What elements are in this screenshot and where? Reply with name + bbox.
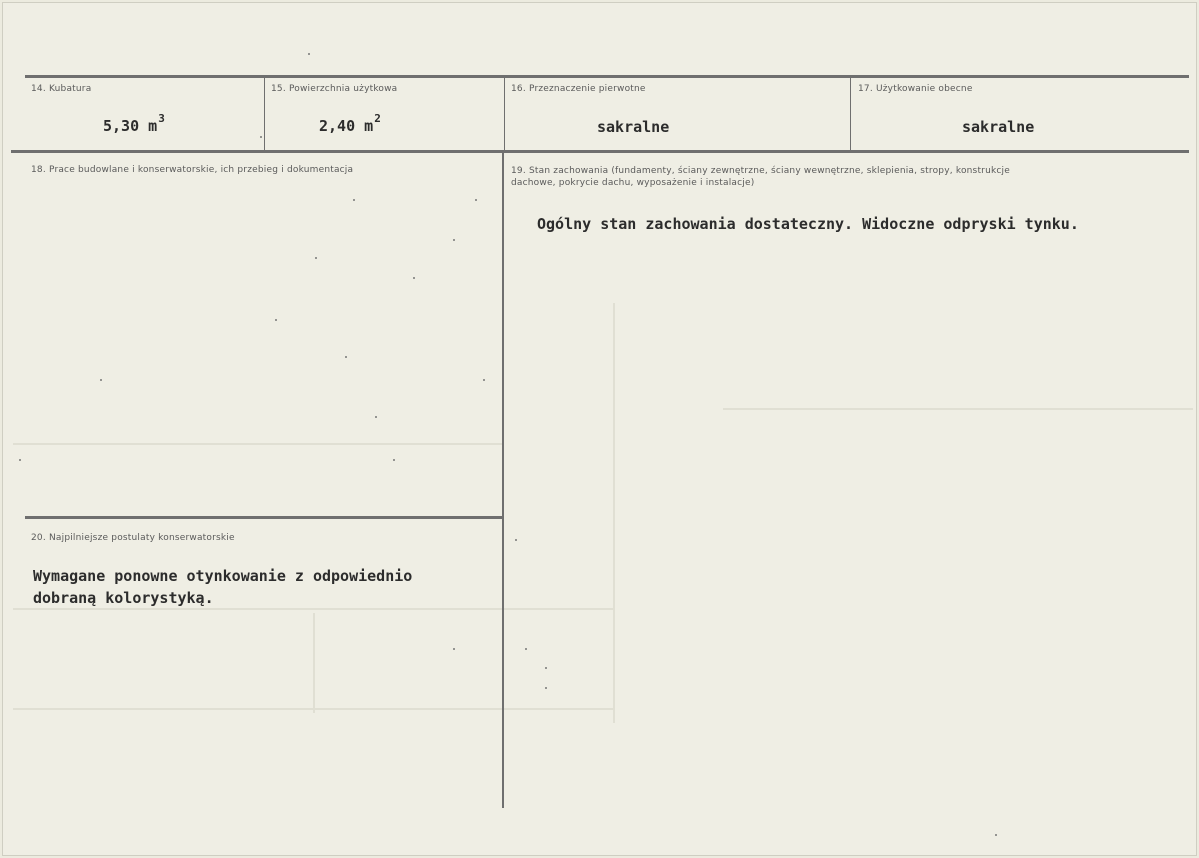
- field-15-number: 2,40 m: [319, 117, 374, 135]
- dust-speck: [345, 356, 347, 358]
- top-rule: [25, 75, 1189, 78]
- field-18-label: 18. Prace budowlane i konserwatorskie, ich przebieg i dokumentacja: [31, 165, 354, 175]
- divider-15-16: [504, 77, 505, 151]
- row1-bottom-rule: [11, 150, 1189, 153]
- bleed-through-area: [13, 443, 503, 445]
- dust-speck: [100, 379, 102, 381]
- field-19-label: 19. Stan zachowania (fundamenty, ściany zewnętrzne, ściany wewnętrzne, sklepienia, stropy, konstrukcje dachowe, pokrycie dachu, wyposażenie i instalacje): [511, 166, 1010, 188]
- field-15-label: 15. Powierzchnia użytkowa: [271, 84, 398, 94]
- dust-speck: [545, 687, 547, 689]
- bleed-through-area: [613, 303, 615, 723]
- field-20-value: Wymagane ponowne otynkowanie z odpowiednio dobraną kolorystyką.: [33, 567, 413, 607]
- dust-speck: [995, 834, 997, 836]
- dust-speck: [525, 648, 527, 650]
- field-16-value: sakralne: [597, 118, 670, 136]
- dust-speck: [315, 257, 317, 259]
- field-19-value: Ogólny stan zachowania dostateczny. Widoczne odpryski tynku.: [537, 215, 1079, 233]
- record-card: [2, 2, 1197, 856]
- dust-speck: [545, 667, 547, 669]
- dust-speck: [393, 459, 395, 461]
- dust-speck: [375, 416, 377, 418]
- bleed-through-area: [313, 613, 315, 713]
- field-16-label: 16. Przeznaczenie pierwotne: [511, 84, 646, 94]
- dust-speck: [453, 648, 455, 650]
- dust-speck: [275, 319, 277, 321]
- main-vertical-divider: [502, 151, 504, 808]
- dust-speck: [515, 539, 517, 541]
- divider-16-17: [850, 77, 851, 151]
- divider-14-15: [264, 77, 265, 151]
- bleed-through-area: [723, 408, 1193, 410]
- field-17-value: sakralne: [962, 118, 1035, 136]
- field-15-exponent: 2: [374, 112, 381, 125]
- field-14-label: 14. Kubatura: [31, 84, 92, 94]
- field-14-value: [103, 112, 165, 135]
- dust-speck: [475, 199, 477, 201]
- field-20-label: 20. Najpilniejsze postulaty konserwatorskie: [31, 533, 235, 543]
- dust-speck: [353, 199, 355, 201]
- dust-speck: [483, 379, 485, 381]
- dust-speck: [19, 459, 21, 461]
- field-14-number: 5,30 m: [103, 117, 158, 135]
- divider-18-20: [25, 516, 502, 519]
- field-15-value: [319, 112, 381, 135]
- field-14-exponent: 3: [158, 112, 165, 125]
- dust-speck: [413, 277, 415, 279]
- dust-speck: [453, 239, 455, 241]
- dust-speck: [308, 53, 310, 55]
- field-17-label: 17. Użytkowanie obecne: [858, 84, 973, 94]
- dust-speck: [260, 136, 262, 138]
